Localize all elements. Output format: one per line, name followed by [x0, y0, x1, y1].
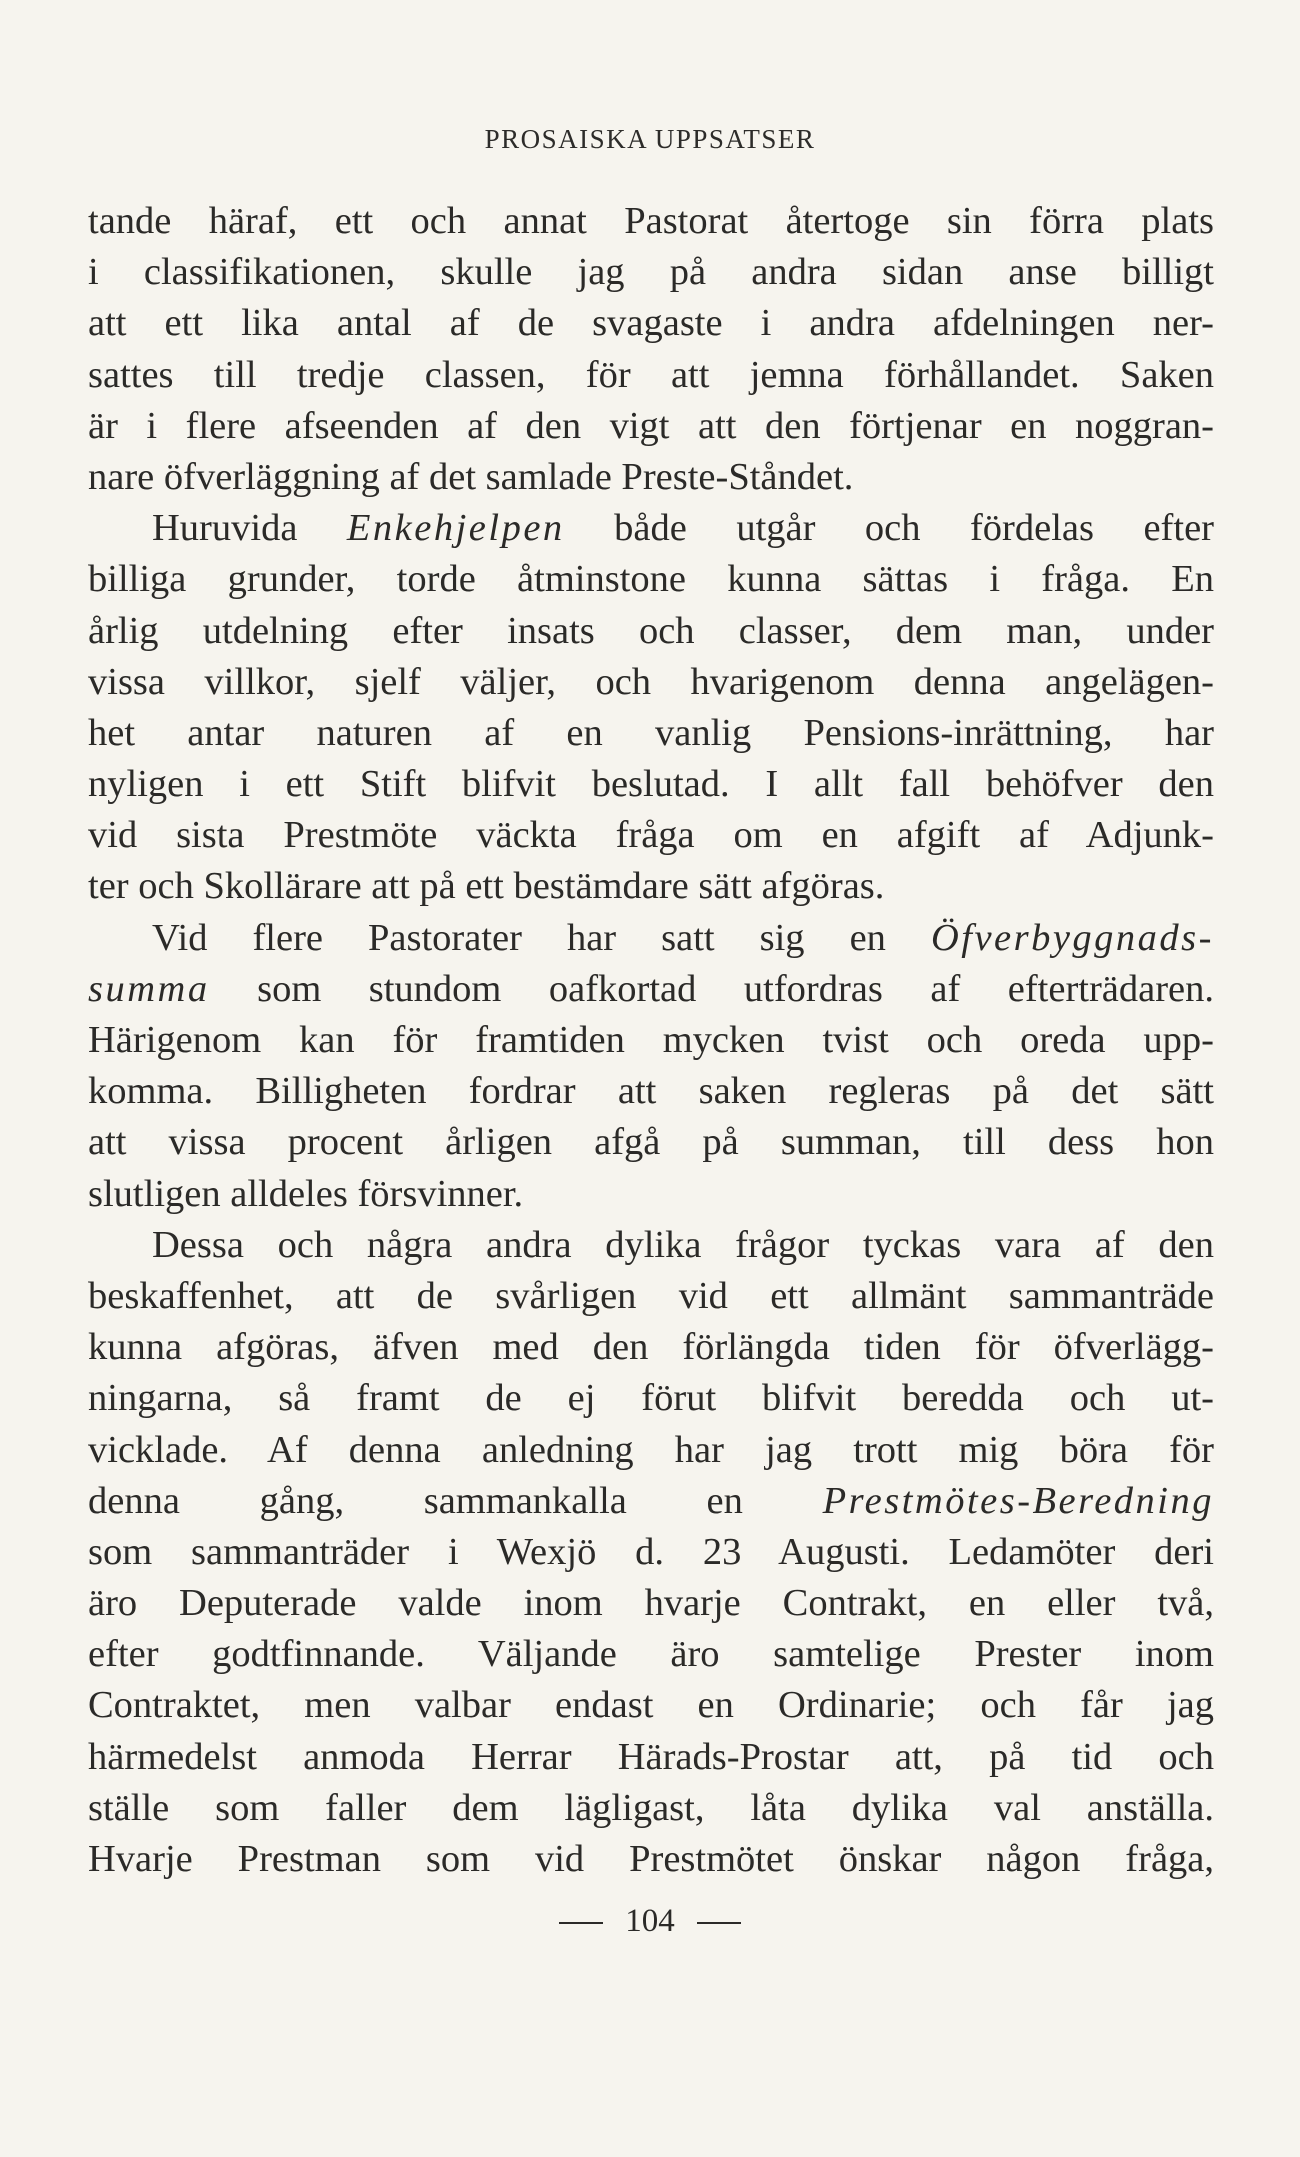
text-line: vicklade. Af denna anledning har jag trott mig böra för — [88, 1428, 1214, 1471]
page-number-value: 104 — [625, 1903, 675, 1939]
text-line: summa som stundom oafkortad utfordras af efterträdaren. — [88, 967, 1214, 1010]
emphasized-term: summa — [88, 967, 210, 1010]
text-line: Contraktet, men valbar endast en Ordinarie; och får jag — [88, 1684, 1214, 1727]
text-line: sattes till tredje classen, för att jemna förhållandet. Saken — [88, 353, 1214, 396]
text-line: slutligen alldeles försvinner. — [88, 1172, 524, 1215]
text-line: Huruvida Enkehjelpen både utgår och fördelas efter — [152, 507, 1214, 550]
emphasized-term: Öfverbyggnads- — [930, 916, 1214, 959]
emphasized-term: Prestmötes-Beredning — [822, 1479, 1214, 1522]
text-line: som sammanträder i Wexjö d. 23 Augusti. Ledamöter deri — [88, 1530, 1214, 1573]
text-line: vid sista Prestmöte väckta fråga om en afgift af Adjunk- — [88, 814, 1214, 857]
text-line: kunna afgöras, äfven med den förlängda tiden för öfverlägg- — [88, 1326, 1214, 1369]
text-line: härmedelst anmoda Herrar Härads-Prostar att, på tid och — [88, 1735, 1214, 1778]
text-line: att ett lika antal af de svagaste i andra afdelningen ner- — [88, 302, 1214, 345]
body-text — [88, 196, 1214, 1885]
text-line: het antar naturen af en vanlig Pensions-inrättning, har — [88, 711, 1214, 754]
text-line: är i flere afseenden af den vigt att den förtjenar en noggran- — [88, 404, 1214, 447]
text-line: i classifikationen, skulle jag på andra sidan anse billigt — [88, 251, 1214, 294]
text-line: ställe som faller dem lägligast, låta dylika val anställa. — [88, 1786, 1214, 1829]
text-line: denna gång, sammankalla en Prestmötes-Beredning — [88, 1479, 1214, 1522]
text-line: äro Deputerade valde inom hvarje Contrakt, en eller två, — [88, 1582, 1214, 1625]
text-line: Hvarje Prestman som vid Prestmötet önskar någon fråga, — [88, 1838, 1214, 1880]
text-line: att vissa procent årligen afgå på summan, till dess hon — [88, 1121, 1214, 1164]
text-line: nyligen i ett Stift blifvit beslutad. I allt fall behöfver den — [88, 763, 1214, 806]
text-line: Dessa och några andra dylika frågor tyckas vara af den — [152, 1223, 1214, 1266]
text-line: ningarna, så framt de ej förut blifvit beredda och ut- — [88, 1377, 1214, 1420]
folio-dash-right — [697, 1922, 741, 1924]
text-line: komma. Billigheten fordrar att saken regleras på det sätt — [88, 1070, 1214, 1113]
page-number — [0, 1903, 1300, 1940]
text-line: efter godtfinnande. Väljande äro samtelige Prester inom — [88, 1633, 1214, 1676]
text-line: tande häraf, ett och annat Pastorat återtoge sin förra plats — [88, 200, 1214, 242]
text-line: billiga grunder, torde åtminstone kunna sättas i fråga. En — [88, 558, 1214, 601]
text-line: årlig utdelning efter insats och classer, dem man, under — [88, 609, 1214, 652]
text-line: Härigenom kan för framtiden mycken tvist och oreda upp- — [88, 1019, 1214, 1061]
text-line: Vid flere Pastorater har satt sig en Öfverbyggnads- — [152, 916, 1214, 959]
text-line: vissa villkor, sjelf väljer, och hvarigenom denna angelägen- — [88, 660, 1214, 703]
text-line: beskaffenhet, att de svårligen vid ett allmänt sammanträde — [88, 1274, 1214, 1317]
text-line: ter och Skollärare att på ett bestämdare sätt afgöras. — [88, 865, 885, 908]
folio-dash-left — [559, 1922, 603, 1924]
running-head: PROSAISKA UPPSATSER — [484, 124, 816, 154]
text-line: nare öfverläggning af det samlade Preste-Ståndet. — [88, 455, 854, 498]
emphasized-term: Enkehjelpen — [346, 507, 565, 550]
